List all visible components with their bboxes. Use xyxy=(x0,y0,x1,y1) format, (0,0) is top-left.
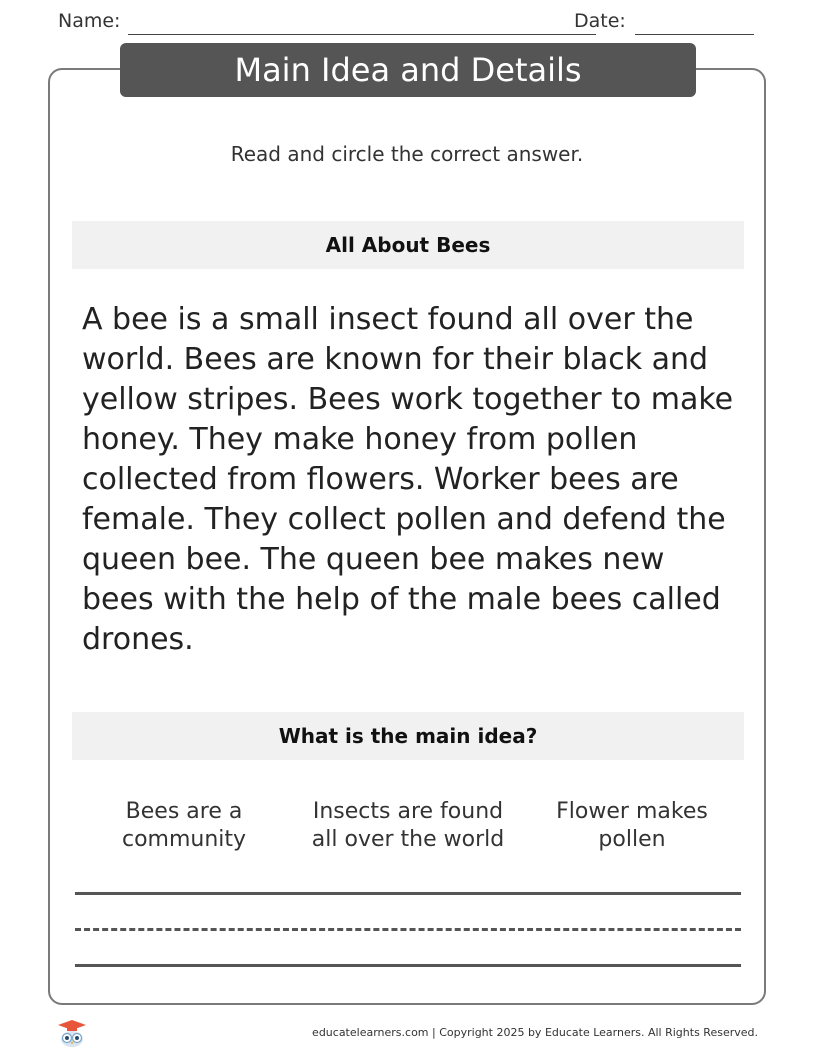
answer-choice-2-line1: Insects are found xyxy=(312,799,504,824)
worksheet-title: Main Idea and Details xyxy=(120,43,696,97)
answer-choices xyxy=(72,798,744,868)
answer-choice-2[interactable] xyxy=(296,798,520,854)
answer-choice-1-line2: community xyxy=(121,827,247,852)
answer-choice-1[interactable] xyxy=(72,798,296,854)
owl-graduate-icon xyxy=(56,1018,88,1048)
date-label: Date: xyxy=(574,10,626,32)
answer-choice-3-line2: pollen xyxy=(598,827,666,852)
footer-copyright: educatelearners.com | Copyright 2025 by Educate Learners. All Rights Reserved. xyxy=(312,1026,758,1039)
writing-line-bottom[interactable] xyxy=(75,964,741,967)
name-date-row xyxy=(58,8,758,36)
instructions: Read and circle the correct answer. xyxy=(230,142,584,166)
passage-text: A bee is a small insect found all over the world. Bees are known for their black and yellow stripes. Bees work together to make honey. They make honey from pollen collected from flowers. Worker bees are female. They collect pollen and defend the queen bee. The queen bee makes new bees with the help of the male bees called drones. xyxy=(82,302,734,657)
name-label: Name: xyxy=(58,10,121,32)
question: What is the main idea? xyxy=(72,712,744,760)
answer-choice-3[interactable] xyxy=(520,798,744,854)
answer-choice-2-line2: all over the world xyxy=(311,827,505,852)
answer-choice-3-line1: Flower makes xyxy=(556,799,708,824)
answer-choice-1-line1: Bees are a xyxy=(125,799,243,824)
writing-line-middle[interactable] xyxy=(75,928,741,931)
writing-line-top[interactable] xyxy=(75,892,741,895)
passage-title: All About Bees xyxy=(72,221,744,269)
name-line xyxy=(128,34,596,35)
date-line xyxy=(635,34,754,35)
